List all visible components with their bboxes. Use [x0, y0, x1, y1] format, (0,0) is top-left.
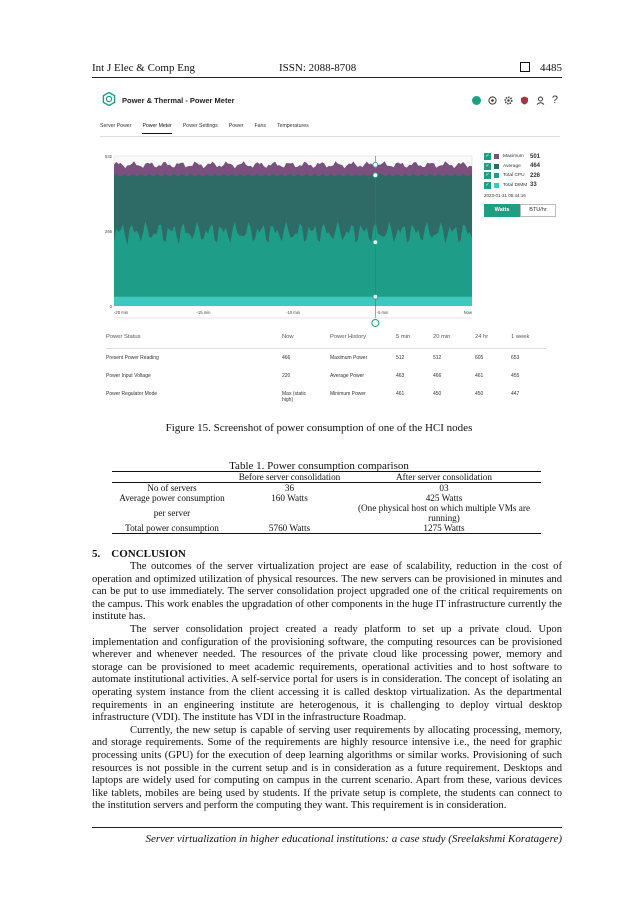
legend-swatch	[494, 173, 499, 178]
header-cell: Power Status	[106, 334, 141, 340]
unit-toggle	[484, 204, 556, 217]
app-title: Power & Thermal - Power Meter	[122, 96, 235, 105]
square-icon	[520, 62, 530, 72]
y-tick-label: 532	[105, 154, 112, 159]
tab-power[interactable]: Power	[228, 123, 244, 129]
app-logo-icon	[102, 92, 116, 106]
status-table-header	[106, 334, 546, 349]
shield-icon[interactable]	[520, 96, 529, 105]
status-cell: 455	[511, 373, 520, 379]
table-row	[112, 483, 541, 494]
header-cell: Power History	[330, 334, 367, 340]
issn: ISSN: 2088-8708	[279, 62, 357, 74]
legend-value: 226	[530, 172, 541, 179]
status-table-row	[106, 373, 546, 391]
legend-name: Average	[503, 163, 521, 169]
table-cell: 03	[439, 483, 449, 493]
status-cell: 466	[282, 355, 291, 361]
status-cell: 220	[282, 373, 291, 379]
table-header-cell: After server consolidation	[396, 472, 492, 482]
tab-power-settings[interactable]: Power Settings	[182, 123, 218, 129]
power-chart	[92, 148, 492, 328]
status-cell: 450	[475, 391, 484, 397]
figure-caption: Figure 15. Screenshot of power consumption of one of the HCI nodes	[165, 422, 473, 434]
table-row	[112, 493, 541, 503]
time-slider-handle[interactable]	[372, 320, 379, 327]
x-tick-label: -5 min	[376, 310, 389, 315]
table-header-cell	[112, 472, 232, 483]
status-cell: Average Power	[330, 373, 365, 379]
power-chart-svg	[92, 148, 492, 328]
gear-icon[interactable]	[504, 96, 513, 105]
legend-row[interactable]	[484, 162, 556, 172]
footer-rule	[92, 827, 562, 828]
legend-value: 464	[530, 163, 541, 170]
table-cell: per server	[153, 508, 191, 518]
power-status-table	[106, 334, 546, 409]
section-title: 5. CONCLUSION	[92, 548, 186, 560]
status-cell: 463	[396, 373, 405, 379]
legend-value: 33	[530, 182, 537, 189]
legend-timestamp: 2023-01-31 05:44:16	[484, 193, 526, 198]
y-tick-label: 0	[109, 304, 112, 309]
status-cell: Power Input Voltage	[106, 373, 151, 379]
tab-temperatures[interactable]: Temperatures	[277, 123, 309, 129]
journal-name: Int J Elec & Comp Eng	[92, 62, 195, 74]
status-table-row	[106, 391, 546, 409]
table-cell: 425 Watts	[425, 493, 463, 503]
table-cell: No of servers	[147, 483, 197, 493]
header-cell: 20 min	[433, 334, 451, 340]
header-cell: 1 week	[511, 334, 530, 340]
legend-row[interactable]	[484, 152, 556, 162]
table-row	[112, 523, 541, 534]
table-cell: 160 Watts	[271, 493, 308, 503]
x-tick-label: Now	[463, 310, 472, 315]
checkbox-checked-icon[interactable]: ✓	[485, 181, 490, 188]
status-cell: 512	[433, 355, 442, 361]
table-cell: 36	[284, 483, 295, 493]
status-cell: 512	[396, 355, 405, 361]
status-cell: Maximum Power	[330, 355, 368, 361]
table-cell: 5760 Watts	[268, 523, 311, 533]
legend-swatch	[494, 164, 499, 169]
help-icon[interactable]: ?	[551, 93, 558, 106]
status-cell: Power Regulator Mode	[106, 391, 158, 397]
paragraph: The server consolidation project created a ready platform to set up a private cloud. Upon implementation and configuration of the provisioning software, the computing resources can be provisioned wherever and whenever needed. The resources of the private cloud like processing power, memory and storage can be provisioned to meet academic requirements, operational activities and to host software to automate institutional activities. A self-service portal for users is in consideration. The concept of isolating an operating system instance from the client accessing it is called desktop virtualization. As the departmental requirements in an engineering institute are heterogenous, it is challenging to deploy virtual desktop infrastructure (VDI). The institute has VDI in the infrastructure Roadmap.	[92, 623, 562, 724]
status-cell: Minimum Power	[330, 391, 366, 397]
legend-row[interactable]	[484, 181, 556, 191]
cursor-point-total-dimm	[373, 294, 378, 299]
user-icon[interactable]	[536, 96, 545, 105]
unit-button-btu-hr[interactable]: BTU/hr	[520, 204, 556, 217]
legend-name: Maximum	[503, 154, 524, 160]
checkbox-checked-icon[interactable]: ✓	[485, 153, 490, 160]
table-caption: Table 1. Power consumption comparison	[229, 460, 409, 472]
status-table-row	[106, 355, 546, 373]
y-tick-label: 266	[105, 229, 112, 234]
legend-swatch	[494, 183, 499, 188]
unit-button-watts[interactable]: Watts	[484, 204, 520, 217]
status-cell: Max (static high)	[282, 391, 307, 403]
top-icons	[472, 94, 558, 106]
table-cell: Total power consumption	[125, 523, 219, 533]
table-cell: Average power consumption	[119, 493, 225, 503]
table-row	[112, 503, 541, 523]
legend-swatch	[494, 154, 499, 159]
tab-server-power[interactable]: Server Power	[100, 123, 132, 129]
x-tick-label: -20 min	[114, 310, 128, 315]
table-cell: (One physical host on which multiple VMs are running)	[357, 503, 531, 523]
legend-row[interactable]	[484, 171, 556, 181]
status-cell: Present Power Reading	[106, 355, 159, 361]
legend-name: Total CPU	[503, 173, 525, 179]
cursor-point-average	[373, 173, 378, 178]
status-cell: 605	[475, 355, 484, 361]
power-meter-screenshot	[92, 88, 568, 408]
paragraph: Currently, the new setup is capable of serving user requirements by allocating processing, memory, and storage requirements. Some of the requirements are highly resource intensive i.e., the need for graphic processing units (GPU) for the execution of deep learning algorithms or similar works. Provisioning of such resources is not possible in the current setup and is in consideration as a future requirement. Desktops and laptops are widely used for computing on campus in the current scenario. Apart from these, various devices like tablets, mobiles are being used by students. If the private setup is complete, the students can connect to the institution servers and perform the computing they want. This requirement is in consideration.	[92, 724, 562, 812]
header-rule	[92, 77, 562, 78]
comparison-table	[112, 471, 541, 534]
cursor-point-total-cpu	[373, 240, 378, 245]
target-icon[interactable]	[488, 96, 497, 105]
x-tick-label: -10 min	[286, 310, 300, 315]
page-number: 4485	[540, 62, 562, 74]
table-cell: 1275 Watts	[423, 523, 465, 533]
cursor-point-maximum	[373, 162, 378, 167]
checkbox-checked-icon[interactable]: ✓	[485, 172, 490, 179]
status-cell: 450	[433, 391, 442, 397]
running-header	[92, 62, 562, 76]
tab-bar	[100, 123, 309, 134]
status-cell: 461	[475, 373, 484, 379]
header-cell: 5 min	[396, 334, 411, 340]
series-area-total-dimm	[114, 297, 472, 306]
legend-name: Total DIMM	[503, 182, 528, 188]
x-tick-label: -15 min	[196, 310, 211, 315]
tab-fans[interactable]: Fans	[254, 123, 266, 129]
status-cell: 461	[396, 391, 405, 397]
status-ok-icon[interactable]	[472, 96, 481, 105]
checkbox-checked-icon[interactable]: ✓	[485, 162, 490, 169]
status-cell: 447	[511, 391, 520, 397]
table-header-cell: Before server consolidation	[238, 472, 341, 482]
chart-legend	[484, 152, 556, 217]
status-cell: 466	[433, 373, 442, 379]
table-cell	[232, 503, 347, 523]
tab-power-meter[interactable]: Power Meter	[142, 123, 171, 134]
header-cell: Now	[282, 334, 294, 340]
paragraph: The outcomes of the server virtualization project are ease of scalability, reduction in the cost of operation and optimized utilization of physical resources. The new servers can be provisioned in minutes and can be put to use immediately. The server consolidation project upgraded one of the critical requirements on the campus. This work enables the upgradation of other components in the huge IT infrastructure currently the institute has.	[92, 561, 562, 623]
body-text	[92, 561, 562, 813]
legend-value: 501	[530, 153, 541, 160]
status-cell: 653	[511, 355, 520, 361]
header-cell: 24 hr	[475, 334, 489, 340]
running-footer: Server virtualization in higher educational institutions: a case study (Sreelakshmi Koratagere)	[145, 833, 562, 845]
